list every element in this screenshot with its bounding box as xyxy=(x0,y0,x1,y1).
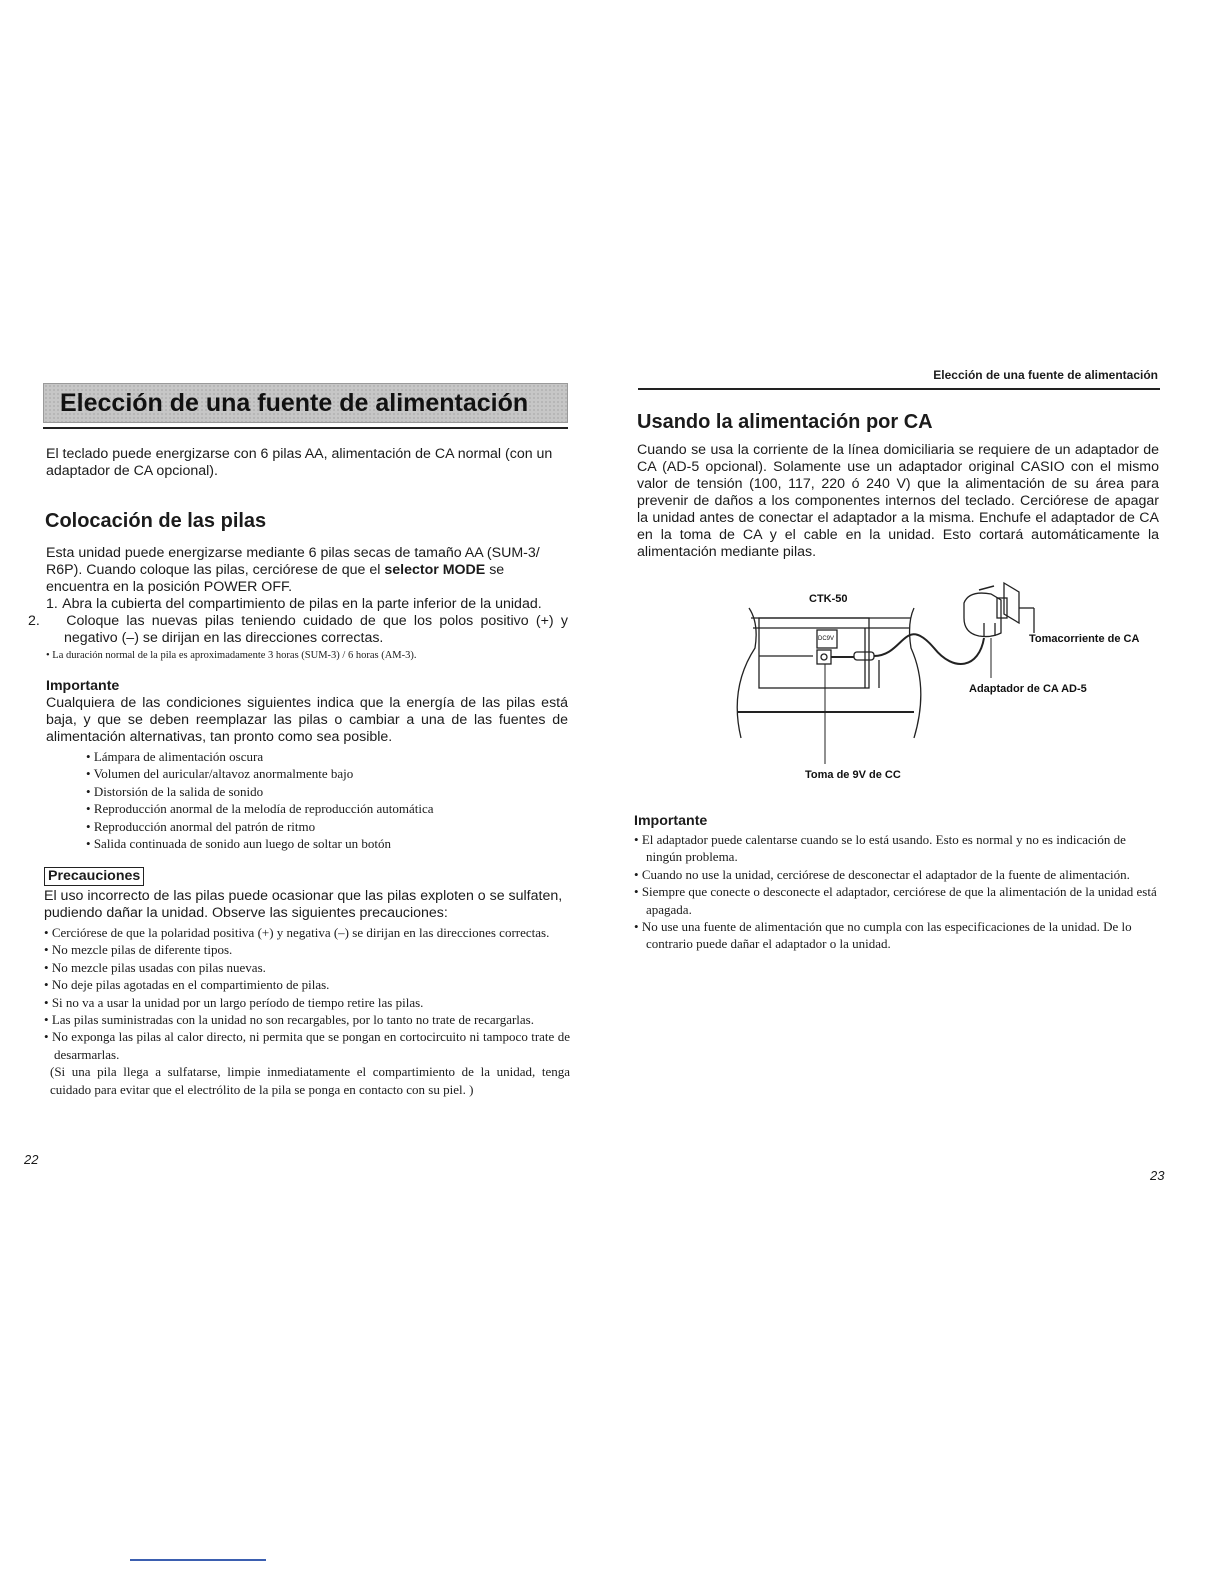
importante-ca-section xyxy=(634,813,1160,953)
dc-jack xyxy=(817,650,831,664)
list-item: • Si no va a usar la unidad por un largo período de tiempo retire las pilas. xyxy=(44,994,570,1011)
pilas-section xyxy=(28,545,568,663)
low-battery-list xyxy=(46,748,568,852)
list-item: • No mezcle pilas usadas con pilas nuevas. xyxy=(44,959,570,976)
model-label: CTK-50 xyxy=(809,593,848,605)
step-text: Coloque las nuevas pilas teniendo cuidado de que los polos positivo (+) y negativo (–) se dirijan en las direcciones correctas. xyxy=(64,613,568,646)
battery-life-note: • La duración normal de la pila es aproximadamente 3 horas (SUM-3) / 6 horas (AM-3). xyxy=(46,650,417,661)
importante-section xyxy=(46,678,568,852)
importante-heading: Importante xyxy=(46,678,120,694)
list-item: • Salida continuada de sonido aun luego de soltar un botón xyxy=(86,835,568,852)
list-item: • Volumen del auricular/altavoz anormalmente bajo xyxy=(86,765,568,782)
list-item: • Reproducción anormal de la melodía de reproducción automática xyxy=(86,800,568,817)
section-heading-ca: Usando la alimentación por CA xyxy=(637,411,933,433)
precauciones-section xyxy=(44,867,570,1098)
step-item xyxy=(46,596,568,613)
section-heading-pilas: Colocación de las pilas xyxy=(45,510,267,532)
title-banner xyxy=(43,383,568,423)
outlet-label: Tomacorriente de CA xyxy=(1029,633,1140,645)
page-number-right: 23 xyxy=(1150,1168,1165,1183)
list-item: • Cerciórese de que la polaridad positiva (+) y negativa (–) se dirijan en las direcciones correctas. xyxy=(44,924,570,941)
pilas-steps xyxy=(28,596,568,647)
list-item: • Cuando no use la unidad, cerciórese de desconectar el adaptador de la fuente de alimentación. xyxy=(634,866,1160,883)
precauciones-intro: El uso incorrecto de las pilas puede ocasionar que las pilas exploten o se sulfaten, pudiendo dañar la unidad. Observe las siguientes precauciones: xyxy=(44,888,563,921)
step-number: 2. xyxy=(28,613,40,629)
list-item: • Reproducción anormal del patrón de ritmo xyxy=(86,818,568,835)
precauciones-extra-note: (Si una pila llega a sulfatarse, limpie inmediatamente el compartimiento de la unidad, tenga cuidado para evitar que el electrólito de la pila se ponga en contacto con su piel. ) xyxy=(50,1064,570,1097)
page-title: Elección de una fuente de alimentación xyxy=(60,389,529,417)
title-underline xyxy=(43,427,568,429)
page-number-left: 22 xyxy=(24,1152,39,1167)
jack-label: DC9V xyxy=(818,636,835,642)
list-item: • Lámpara de alimentación oscura xyxy=(86,748,568,765)
adapter-label: Adaptador de CA AD-5 xyxy=(969,683,1087,695)
ac-outlet xyxy=(1004,583,1019,623)
list-item: • Las pilas suministradas con la unidad no son recargables, por lo tanto no trate de recargarlas. xyxy=(44,1011,570,1028)
adapter-cable xyxy=(874,634,984,664)
list-item: • No deje pilas agotadas en el compartimiento de pilas. xyxy=(44,976,570,993)
dc-jack-label: Toma de 9V de CC xyxy=(805,769,901,781)
list-item: • El adaptador puede calentarse cuando se lo está usando. Esto es normal y no es indicación de ningún problema. xyxy=(634,831,1160,866)
precauciones-list xyxy=(44,924,570,1063)
adapter-connection-diagram xyxy=(729,578,1149,798)
list-item: • Distorsión de la salida de sonido xyxy=(86,783,568,800)
ca-paragraph: Cuando se usa la corriente de la línea domiciliaria se requiere de un adaptador de CA (AD-5 opcional). Solamente use un adaptador original CASIO con el mismo valor de tensión (100, 117, 220 ó 240 V) que la alimentación de su área para prevenir de daños a los componentes internos del teclado. Cerciórese de apagar la unidad antes de conectar el adaptador a la misma. Enchufe el adaptador de CA en la toma de CA y el cable en la unidad. Esto cortará automáticamente la alimentación mediante pilas. xyxy=(637,442,1159,560)
mode-selector-term: selector MODE xyxy=(384,562,486,578)
importante-text: Cualquiera de las condiciones siguientes indica que la energía de las pilas está baja, y que se deben reemplazar las pilas o cambiar a una de las fuentes de alimentación alternativas, tan pronto como sea posible. xyxy=(46,695,568,745)
step-number: 1. xyxy=(46,596,58,612)
importante-ca-list xyxy=(634,831,1160,953)
importante-ca-heading: Importante xyxy=(634,813,708,829)
pilas-paragraph xyxy=(46,545,568,596)
list-item: • No mezcle pilas de diferente tipos. xyxy=(44,941,570,958)
pilas-text-post: se encuentra en la posición POWER OFF. xyxy=(46,562,505,595)
pilas-text-pre: Esta unidad puede energizarse mediante 6 pilas secas de tamaño AA (SUM-3/ R6P). Cuando coloque las pilas, cerciórese de que el xyxy=(46,545,540,578)
list-item: • Siempre que conecte o desconecte el adaptador, cerciórese de que la alimentación de la unidad está apagada. xyxy=(634,883,1160,918)
list-item: • No exponga las pilas al calor directo, ni permita que se pongan en cortocircuito ni tampoco trate de desarmarlas. xyxy=(44,1028,570,1063)
keyboard-right-edge xyxy=(910,608,921,738)
header-rule xyxy=(638,388,1160,390)
precauciones-heading: Precauciones xyxy=(44,867,144,886)
dc-plug xyxy=(854,652,874,660)
list-item: • No use una fuente de alimentación que no cumpla con las especificaciones de la unidad. De lo contrario puede dañar el adaptador o la unidad. xyxy=(634,918,1160,953)
step-item xyxy=(28,613,568,647)
step-text: Abra la cubierta del compartimiento de pilas en la parte inferior de la unidad. xyxy=(62,596,542,612)
intro-paragraph: El teclado puede energizarse con 6 pilas AA, alimentación de CA normal (con un adaptador de CA opcional). xyxy=(46,446,553,479)
footer-line xyxy=(130,1559,266,1561)
running-header: Elección de una fuente de alimentación xyxy=(933,368,1158,382)
